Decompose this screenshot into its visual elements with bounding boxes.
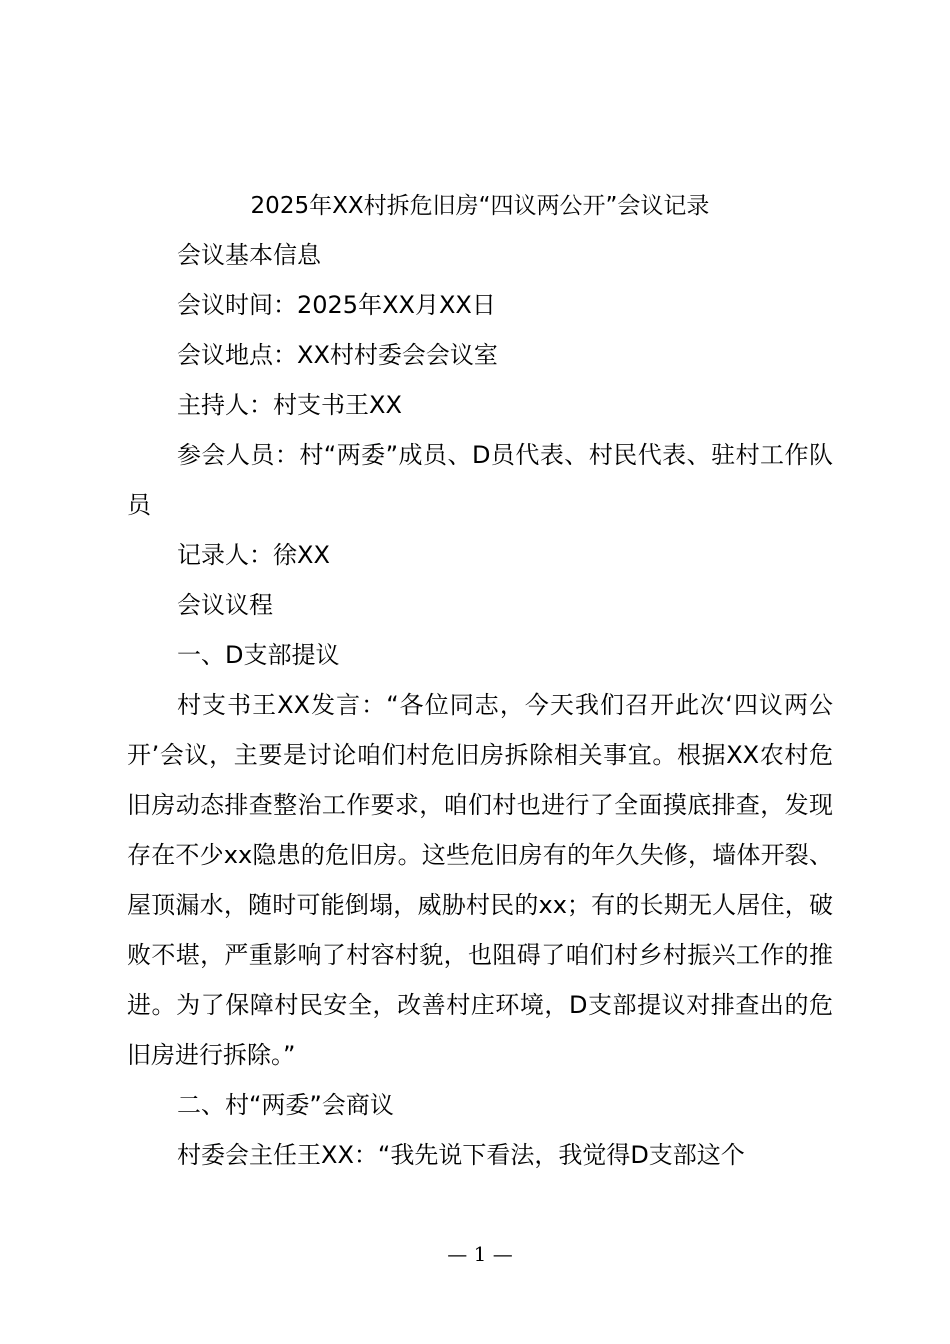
paragraph-secretary-speech: 村支书王XX发言：“各位同志，今天我们召开此次‘四议两公开’会议，主要是讨论咱们村危旧房拆除相关事宜。根据XX农村危旧房动态排查整治工作要求，咱们村也进行了全面摸底排查，发现存在不少xx隐患的危旧房。这些危旧房有的年久失修，墙体开裂、屋顶漏水，随时可能倒塌，威胁村民的xx；有的长期无人居住，破败不堪，严重影响了村容村貌，也阻碍了咱们村乡村振兴工作的推进。为了保障村民安全，改善村庄环境，D支部提议对排查出的危旧房进行拆除。” <box>127 691 833 1069</box>
paragraph-director-speech: 村委会主任王XX：“我先说下看法，我觉得D支部这个 <box>177 1141 745 1169</box>
paragraph-meeting-info-heading: 会议基本信息 <box>177 241 321 269</box>
paragraph-section-two-heading: 二、村“两委”会商议 <box>177 1091 394 1119</box>
paragraph-meeting-location: 会议地点：XX村村委会会议室 <box>177 341 498 369</box>
paragraph-recorder: 记录人：徐XX <box>177 541 330 569</box>
paragraph-attendees: 参会人员：村“两委”成员、D员代表、村民代表、驻村工作队员 <box>127 441 833 519</box>
paragraph-section-one-heading: 一、D支部提议 <box>177 641 340 669</box>
paragraph-agenda-heading: 会议议程 <box>177 591 273 619</box>
document-body <box>127 230 833 1180</box>
document-title: 2025年XX村拆危旧房“四议两公开”会议记录 <box>250 193 710 219</box>
paragraph-host: 主持人：村支书王XX <box>177 391 402 419</box>
page-number: — 1 — <box>447 1242 513 1266</box>
paragraph-meeting-time: 会议时间：2025年XX月XX日 <box>177 291 496 319</box>
